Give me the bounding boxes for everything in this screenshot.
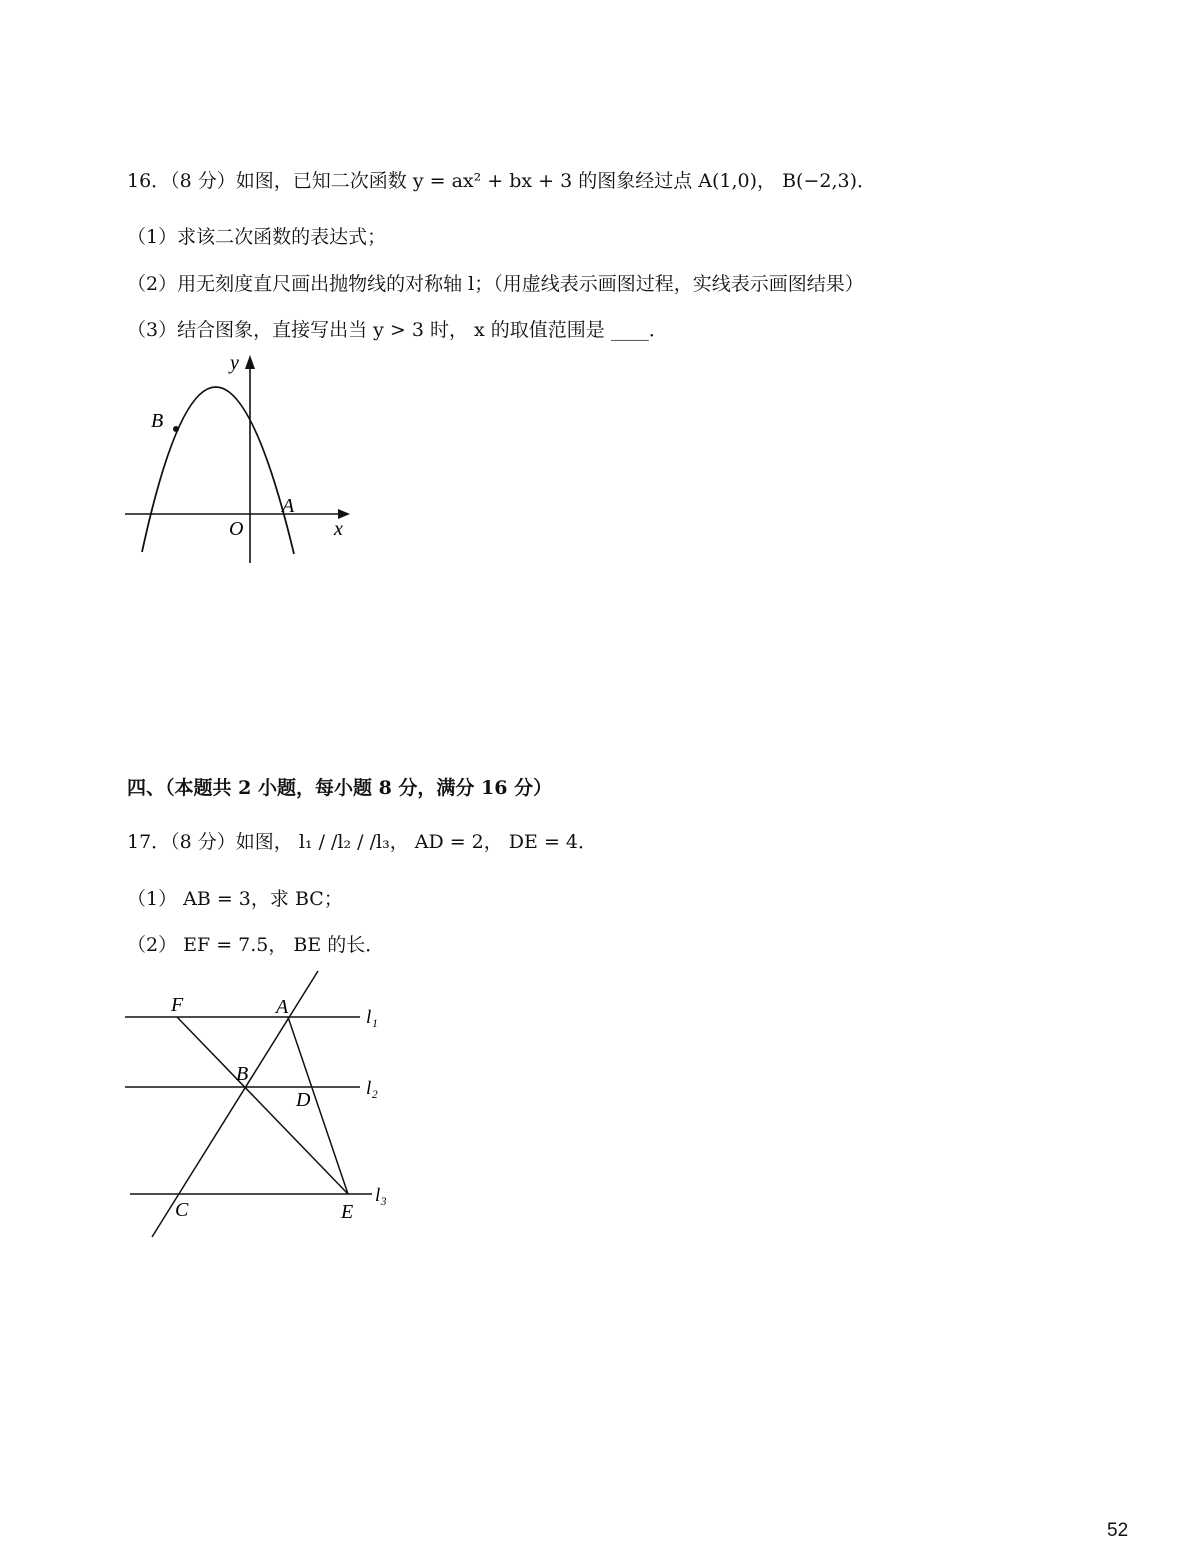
label-f: F bbox=[171, 994, 184, 1016]
page-number: 52 bbox=[1107, 1520, 1129, 1541]
label-x: x bbox=[334, 518, 343, 540]
label-c: C bbox=[175, 1199, 189, 1221]
parabola-curve bbox=[142, 387, 294, 554]
label-l1: l₁ bbox=[366, 1007, 378, 1028]
label-e: E bbox=[341, 1201, 354, 1223]
label-o: O bbox=[229, 518, 244, 540]
q16-part3: （3）结合图象，直接写出当 y > 3 时， x 的取值范围是 ____． bbox=[127, 319, 668, 341]
point-b bbox=[173, 426, 179, 432]
q16-stem: 16．（8 分）如图，已知二次函数 y = ax² + bx + 3 的图象经过点 A(1,0)， B(−2,3)． bbox=[127, 170, 877, 192]
q16-parabola-figure bbox=[110, 345, 370, 575]
section4-heading: 四、（本题共 2 小题，每小题 8 分，满分 16 分） bbox=[127, 777, 553, 799]
q17-stem: 17．（8 分）如图， l₁ / /l₂ / /l₃， AD = 2， DE = 4． bbox=[127, 831, 598, 853]
q17-part2: （2） EF = 7.5， BE 的长． bbox=[127, 934, 385, 956]
q16-part1: （1）求该二次函数的表达式； bbox=[127, 226, 387, 248]
label-b: B bbox=[151, 410, 164, 432]
y-axis-arrow bbox=[245, 355, 255, 369]
label-a: A bbox=[276, 996, 289, 1018]
q16-part2: （2）用无刻度直尺画出抛物线的对称轴 l；（用虚线表示画图过程，实线表示画图结果） bbox=[127, 273, 864, 295]
line-fe bbox=[177, 1017, 348, 1194]
q17-parallel-lines-figure bbox=[110, 960, 410, 1250]
label-l2: l₂ bbox=[366, 1078, 378, 1099]
label-b: B bbox=[236, 1063, 249, 1085]
q17-part1: （1） AB = 3，求 BC； bbox=[127, 888, 343, 910]
label-y: y bbox=[230, 352, 239, 374]
label-d: D bbox=[296, 1089, 311, 1111]
label-a: A bbox=[282, 495, 295, 517]
label-l3: l₃ bbox=[375, 1185, 387, 1206]
